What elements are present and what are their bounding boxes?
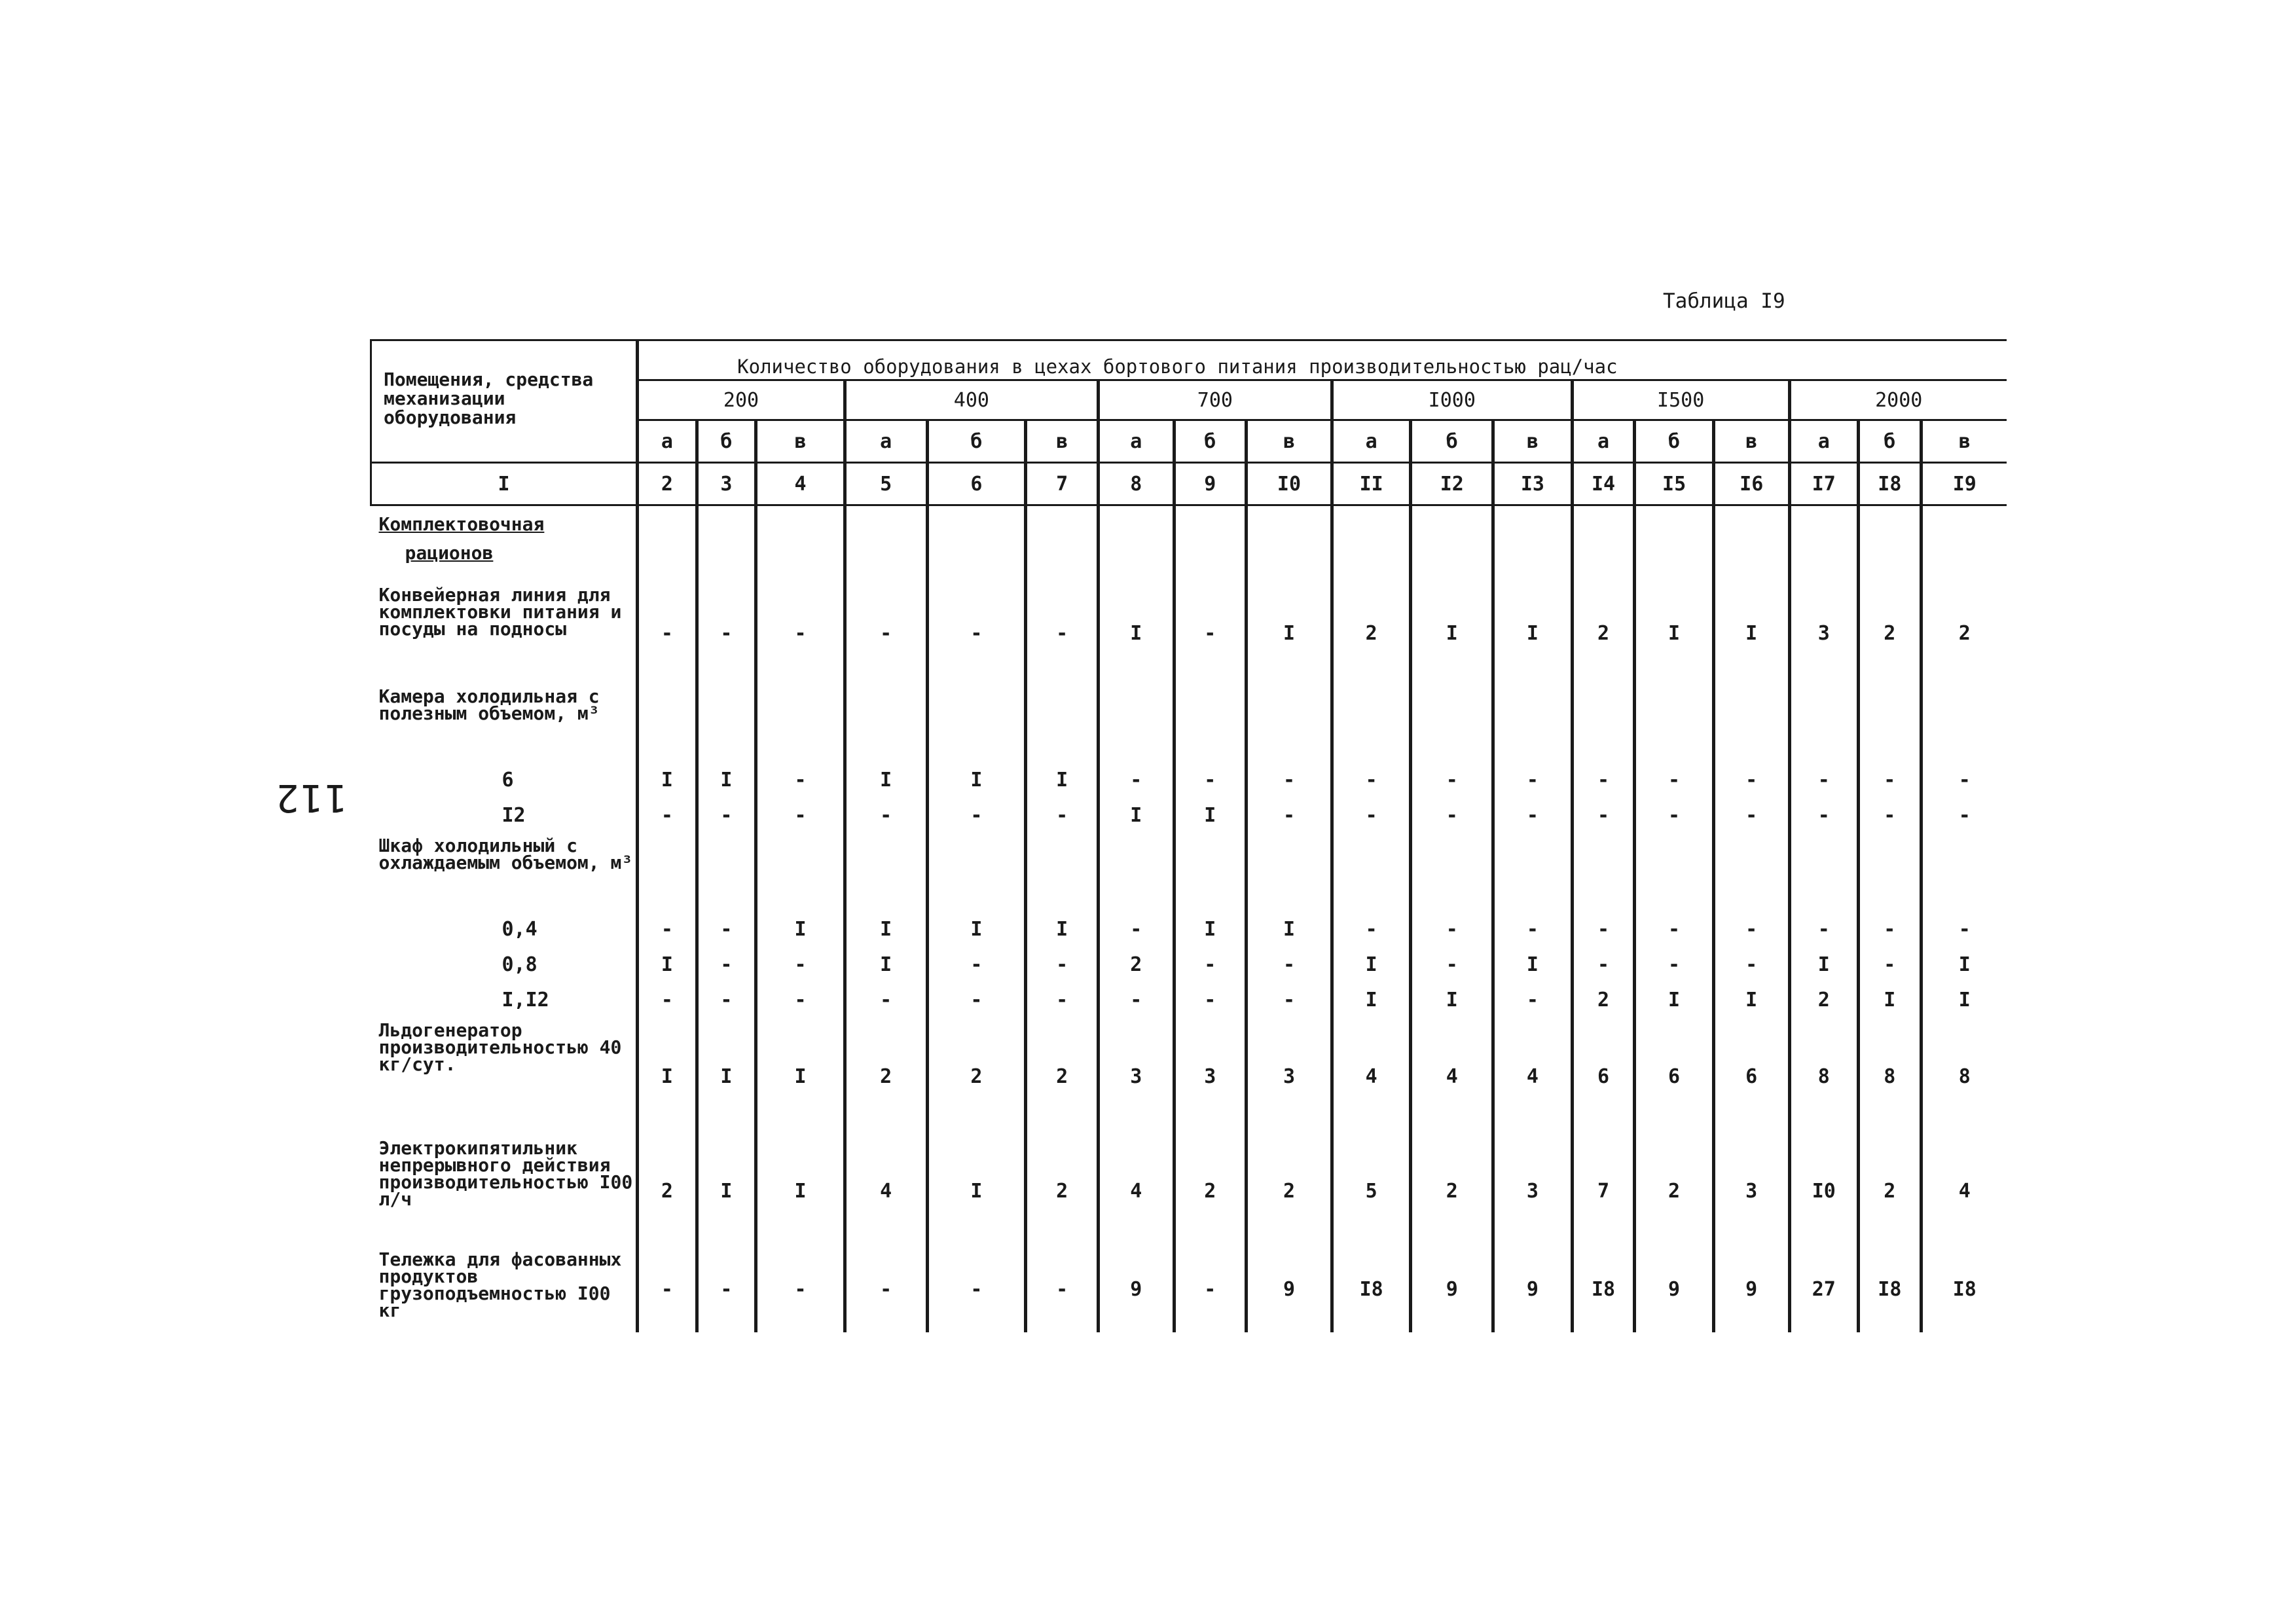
value-cell: I xyxy=(845,947,927,983)
value-cell: - xyxy=(1635,947,1714,983)
table-row-caption xyxy=(371,684,2007,763)
value-cell: - xyxy=(845,583,927,684)
value-cell: I xyxy=(845,763,927,798)
subrow-label: I,I2 xyxy=(501,989,549,1012)
value-cell: - xyxy=(1332,912,1411,947)
variant-header: б xyxy=(1174,420,1247,463)
column-number: 5 xyxy=(845,463,927,505)
column-number: I2 xyxy=(1411,463,1493,505)
capacity-header: I500 xyxy=(1572,380,1789,420)
empty-cell xyxy=(1713,833,1789,912)
value-cell: 9 xyxy=(1411,1247,1493,1332)
variant-header: б xyxy=(927,420,1026,463)
empty-cell xyxy=(1247,505,1332,583)
empty-cell xyxy=(1789,684,1859,763)
value-cell: I xyxy=(1493,583,1573,684)
empty-cell xyxy=(1572,833,1635,912)
value-cell: I xyxy=(756,1018,845,1136)
value-cell: I xyxy=(756,912,845,947)
value-cell: - xyxy=(1026,1247,1099,1332)
value-cell: - xyxy=(1098,912,1174,947)
value-cell: I xyxy=(1174,912,1247,947)
value-cell: 3 xyxy=(1789,583,1859,684)
value-cell: - xyxy=(1493,983,1573,1018)
value-cell: I8 xyxy=(1332,1247,1411,1332)
value-cell: I xyxy=(1332,947,1411,983)
value-cell: - xyxy=(756,1247,845,1332)
group-row xyxy=(371,505,2007,583)
capacity-header: 400 xyxy=(845,380,1098,420)
value-cell: - xyxy=(638,912,697,947)
value-cell: - xyxy=(1859,912,1922,947)
group-heading-line2-wrap xyxy=(379,539,494,568)
variant-header: а xyxy=(638,420,697,463)
value-cell: I xyxy=(845,912,927,947)
value-cell: I xyxy=(697,1018,756,1136)
column-number: 8 xyxy=(1098,463,1174,505)
value-cell: - xyxy=(1411,798,1493,833)
value-cell: - xyxy=(756,583,845,684)
empty-cell xyxy=(1635,684,1714,763)
empty-cell xyxy=(697,833,756,912)
value-cell: I xyxy=(756,1136,845,1247)
value-cell: 2 xyxy=(1572,983,1635,1018)
value-cell: - xyxy=(845,798,927,833)
column-number: I9 xyxy=(1921,463,2007,505)
column-number: I0 xyxy=(1247,463,1332,505)
empty-cell xyxy=(1859,505,1922,583)
variant-header: а xyxy=(1572,420,1635,463)
column-number: I3 xyxy=(1493,463,1573,505)
value-cell: I xyxy=(1174,798,1247,833)
table-row xyxy=(371,1018,2007,1136)
empty-cell xyxy=(697,505,756,583)
empty-cell xyxy=(1635,833,1714,912)
value-cell: - xyxy=(1026,947,1099,983)
equipment-table xyxy=(370,339,2007,1332)
table-subrow xyxy=(371,798,2007,833)
variant-header: в xyxy=(1026,420,1099,463)
table-label: Таблица I9 xyxy=(1663,289,1785,313)
column-number: 6 xyxy=(927,463,1026,505)
value-cell: 3 xyxy=(1247,1018,1332,1136)
page-number: 112 xyxy=(275,776,348,820)
variant-header: б xyxy=(1859,420,1922,463)
value-cell: I xyxy=(1859,983,1922,1018)
row-name: Электрокипятильник непрерывного действия производительностью I00 л/ч xyxy=(378,1137,633,1210)
empty-cell xyxy=(1493,505,1573,583)
value-cell: - xyxy=(697,912,756,947)
capacity-header: 200 xyxy=(638,380,845,420)
empty-cell xyxy=(845,684,927,763)
value-cell: 3 xyxy=(1174,1018,1247,1136)
variant-header: в xyxy=(1493,420,1573,463)
value-cell: - xyxy=(1789,912,1859,947)
value-cell: I xyxy=(1411,583,1493,684)
value-cell: I xyxy=(697,1136,756,1247)
value-cell: - xyxy=(1247,983,1332,1018)
value-cell: 8 xyxy=(1921,1018,2007,1136)
empty-cell xyxy=(845,505,927,583)
table-subrow xyxy=(371,912,2007,947)
value-cell: I xyxy=(1713,983,1789,1018)
empty-cell xyxy=(756,833,845,912)
value-cell: - xyxy=(1713,912,1789,947)
empty-cell xyxy=(1098,505,1174,583)
empty-cell xyxy=(1332,833,1411,912)
value-cell: 2 xyxy=(1572,583,1635,684)
value-cell: 3 xyxy=(1713,1136,1789,1247)
value-cell: - xyxy=(927,583,1026,684)
value-cell: - xyxy=(1247,798,1332,833)
variant-header: б xyxy=(1411,420,1493,463)
empty-cell xyxy=(1174,833,1247,912)
value-cell: 6 xyxy=(1713,1018,1789,1136)
variant-header: а xyxy=(1789,420,1859,463)
value-cell: - xyxy=(1713,947,1789,983)
column-number: 4 xyxy=(756,463,845,505)
value-cell: I xyxy=(1493,947,1573,983)
table-row xyxy=(371,583,2007,684)
value-cell: I xyxy=(1921,983,2007,1018)
value-cell: - xyxy=(1411,763,1493,798)
value-cell: - xyxy=(1859,763,1922,798)
empty-cell xyxy=(1572,684,1635,763)
value-cell: - xyxy=(756,983,845,1018)
value-cell: 2 xyxy=(1859,583,1922,684)
empty-cell xyxy=(845,833,927,912)
column-number: 7 xyxy=(1026,463,1099,505)
value-cell: - xyxy=(845,1247,927,1332)
empty-cell xyxy=(1921,684,2007,763)
value-cell: 3 xyxy=(1493,1136,1573,1247)
empty-cell xyxy=(927,684,1026,763)
variant-header: в xyxy=(756,420,845,463)
column-number: I4 xyxy=(1572,463,1635,505)
value-cell: I xyxy=(638,1018,697,1136)
value-cell: 6 xyxy=(1635,1018,1714,1136)
value-cell: I xyxy=(927,912,1026,947)
value-cell: I8 xyxy=(1921,1247,2007,1332)
empty-cell xyxy=(1713,505,1789,583)
value-cell: I xyxy=(1026,912,1099,947)
value-cell: I xyxy=(638,763,697,798)
value-cell: 3 xyxy=(1098,1018,1174,1136)
value-cell: - xyxy=(1332,798,1411,833)
value-cell: I xyxy=(1332,983,1411,1018)
empty-cell xyxy=(1572,505,1635,583)
value-cell: I8 xyxy=(1859,1247,1922,1332)
value-cell: 2 xyxy=(927,1018,1026,1136)
value-cell: 2 xyxy=(1635,1136,1714,1247)
empty-cell xyxy=(1493,684,1573,763)
value-cell: 5 xyxy=(1332,1136,1411,1247)
value-cell: 2 xyxy=(1026,1136,1099,1247)
empty-cell xyxy=(638,505,697,583)
value-cell: - xyxy=(1635,912,1714,947)
empty-cell xyxy=(638,684,697,763)
value-cell: I xyxy=(1098,798,1174,833)
value-cell: 2 xyxy=(1098,947,1174,983)
group-heading-line1: Комплектовочная xyxy=(378,513,545,535)
value-cell: - xyxy=(697,798,756,833)
value-cell: - xyxy=(927,798,1026,833)
empty-cell xyxy=(1921,833,2007,912)
value-cell: - xyxy=(697,983,756,1018)
value-cell: - xyxy=(1332,763,1411,798)
empty-cell xyxy=(1026,684,1099,763)
value-cell: - xyxy=(1713,798,1789,833)
value-cell: I xyxy=(697,763,756,798)
empty-cell xyxy=(1174,684,1247,763)
value-cell: - xyxy=(1247,763,1332,798)
value-cell: - xyxy=(1174,583,1247,684)
value-cell: - xyxy=(1493,912,1573,947)
value-cell: - xyxy=(638,798,697,833)
empty-cell xyxy=(1635,505,1714,583)
empty-cell xyxy=(1859,833,1922,912)
column-number: 2 xyxy=(638,463,697,505)
column-number: I7 xyxy=(1789,463,1859,505)
value-cell: - xyxy=(1859,798,1922,833)
variant-header: в xyxy=(1247,420,1332,463)
empty-cell xyxy=(1026,505,1099,583)
value-cell: - xyxy=(1247,947,1332,983)
value-cell: - xyxy=(1921,912,2007,947)
value-cell: - xyxy=(1789,798,1859,833)
variant-header: а xyxy=(845,420,927,463)
column-number: I5 xyxy=(1635,463,1714,505)
value-cell: - xyxy=(1098,983,1174,1018)
variant-header: в xyxy=(1713,420,1789,463)
column-number: 9 xyxy=(1174,463,1247,505)
value-cell: 2 xyxy=(1332,583,1411,684)
value-cell: 8 xyxy=(1789,1018,1859,1136)
value-cell: I xyxy=(1411,983,1493,1018)
column-number: 3 xyxy=(697,463,756,505)
capacity-header: 700 xyxy=(1098,380,1332,420)
empty-cell xyxy=(1921,505,2007,583)
empty-cell xyxy=(1859,684,1922,763)
value-cell: 2 xyxy=(845,1018,927,1136)
value-cell: 2 xyxy=(638,1136,697,1247)
variant-header: б xyxy=(1635,420,1714,463)
value-cell: - xyxy=(638,983,697,1018)
variant-header: а xyxy=(1098,420,1174,463)
value-cell: 9 xyxy=(1713,1247,1789,1332)
value-cell: 4 xyxy=(1493,1018,1573,1136)
table-row xyxy=(371,1136,2007,1247)
empty-cell xyxy=(1713,684,1789,763)
value-cell: - xyxy=(756,763,845,798)
table-subrow xyxy=(371,763,2007,798)
empty-cell xyxy=(1174,505,1247,583)
empty-cell xyxy=(1411,833,1493,912)
variant-header: а xyxy=(1332,420,1411,463)
value-cell: 9 xyxy=(1635,1247,1714,1332)
value-cell: - xyxy=(1921,798,2007,833)
value-cell: - xyxy=(1789,763,1859,798)
value-cell: - xyxy=(927,947,1026,983)
value-cell: - xyxy=(927,983,1026,1018)
row-name: Шкаф холодильный с охлаждаемым объемом, м³ xyxy=(378,834,633,873)
empty-cell xyxy=(1493,833,1573,912)
value-cell: I xyxy=(1635,983,1714,1018)
value-cell: - xyxy=(638,1247,697,1332)
value-cell: - xyxy=(756,798,845,833)
value-cell: 4 xyxy=(1332,1018,1411,1136)
value-cell: 9 xyxy=(1098,1247,1174,1332)
value-cell: - xyxy=(1493,763,1573,798)
variant-header: в xyxy=(1921,420,2007,463)
value-cell: - xyxy=(845,983,927,1018)
column-number-row xyxy=(371,463,2007,505)
value-cell: I xyxy=(1789,947,1859,983)
column-number: II xyxy=(1332,463,1411,505)
empty-cell xyxy=(927,505,1026,583)
value-cell: - xyxy=(1635,763,1714,798)
value-cell: - xyxy=(1026,983,1099,1018)
table-subrow xyxy=(371,983,2007,1018)
value-cell: 4 xyxy=(1098,1136,1174,1247)
empty-cell xyxy=(1247,833,1332,912)
empty-cell xyxy=(1411,505,1493,583)
row-name: Конвейерная линия для комплектовки питания и посуды на подносы xyxy=(378,583,622,640)
value-cell: - xyxy=(697,947,756,983)
value-cell: - xyxy=(1411,912,1493,947)
value-cell: - xyxy=(1174,763,1247,798)
value-cell: - xyxy=(697,583,756,684)
value-cell: 9 xyxy=(1493,1247,1573,1332)
empty-cell xyxy=(1332,505,1411,583)
value-cell: - xyxy=(1026,583,1099,684)
value-cell: I xyxy=(927,763,1026,798)
subrow-label: 0,4 xyxy=(501,918,538,941)
empty-cell xyxy=(1026,833,1099,912)
row-title-header: Помещения, средства механизации оборудования xyxy=(371,340,638,463)
value-cell: I0 xyxy=(1789,1136,1859,1247)
value-cell: 27 xyxy=(1789,1247,1859,1332)
empty-cell xyxy=(1789,833,1859,912)
value-cell: - xyxy=(927,1247,1026,1332)
table-row-caption xyxy=(371,833,2007,912)
empty-cell xyxy=(638,833,697,912)
column-number: I6 xyxy=(1713,463,1789,505)
quantity-caption: Количество оборудования в цехах бортового питания производительностью рац/час xyxy=(638,340,2007,380)
table-subrow xyxy=(371,947,2007,983)
value-cell: - xyxy=(1635,798,1714,833)
group-heading-cell xyxy=(371,505,638,583)
value-cell: 2 xyxy=(1411,1136,1493,1247)
group-heading-line2: рационов xyxy=(405,542,494,564)
value-cell: - xyxy=(1572,912,1635,947)
value-cell: I xyxy=(1635,583,1714,684)
value-cell: - xyxy=(1174,947,1247,983)
value-cell: 9 xyxy=(1247,1247,1332,1332)
value-cell: - xyxy=(1098,763,1174,798)
value-cell: I xyxy=(1247,583,1332,684)
capacity-header: I000 xyxy=(1332,380,1572,420)
value-cell: I8 xyxy=(1572,1247,1635,1332)
value-cell: - xyxy=(756,947,845,983)
row-name: Тележка для фасованных продуктов грузоподъемностью I00 кг xyxy=(378,1248,622,1321)
value-cell: I xyxy=(1921,947,2007,983)
value-cell: - xyxy=(1921,763,2007,798)
value-cell: 8 xyxy=(1859,1018,1922,1136)
column-number: I xyxy=(371,463,638,505)
variant-header: б xyxy=(697,420,756,463)
value-cell: - xyxy=(1713,763,1789,798)
value-cell: 4 xyxy=(1921,1136,2007,1247)
value-cell: - xyxy=(1572,798,1635,833)
empty-cell xyxy=(1247,684,1332,763)
empty-cell xyxy=(1098,833,1174,912)
value-cell: I xyxy=(1098,583,1174,684)
subrow-label: I2 xyxy=(501,804,526,827)
value-cell: I xyxy=(1026,763,1099,798)
value-cell: 2 xyxy=(1921,583,2007,684)
empty-cell xyxy=(756,505,845,583)
value-cell: I xyxy=(638,947,697,983)
value-cell: 2 xyxy=(1174,1136,1247,1247)
value-cell: I xyxy=(1247,912,1332,947)
value-cell: - xyxy=(1026,798,1099,833)
empty-cell xyxy=(1332,684,1411,763)
value-cell: 2 xyxy=(1789,983,1859,1018)
value-cell: - xyxy=(1859,947,1922,983)
value-cell: I xyxy=(927,1136,1026,1247)
empty-cell xyxy=(697,684,756,763)
subrow-label: 0,8 xyxy=(501,953,538,976)
value-cell: 2 xyxy=(1247,1136,1332,1247)
value-cell: 2 xyxy=(1026,1018,1099,1136)
subrow-label: 6 xyxy=(501,769,514,792)
row-name: Льдогенератор производительностью 40 кг/сут. xyxy=(378,1019,622,1075)
value-cell: 6 xyxy=(1572,1018,1635,1136)
capacity-header: 2000 xyxy=(1789,380,2007,420)
value-cell: 4 xyxy=(1411,1018,1493,1136)
value-cell: 2 xyxy=(1859,1136,1922,1247)
value-cell: - xyxy=(1493,798,1573,833)
value-cell: 4 xyxy=(845,1136,927,1247)
empty-cell xyxy=(1789,505,1859,583)
empty-cell xyxy=(1411,684,1493,763)
value-cell: - xyxy=(1174,983,1247,1018)
value-cell: - xyxy=(1174,1247,1247,1332)
value-cell: - xyxy=(1411,947,1493,983)
value-cell: 7 xyxy=(1572,1136,1635,1247)
value-cell: - xyxy=(1572,947,1635,983)
table-row xyxy=(371,1247,2007,1332)
column-number: I8 xyxy=(1859,463,1922,505)
row-name: Камера холодильная с полезным объемом, м³ xyxy=(378,685,600,724)
value-cell: - xyxy=(697,1247,756,1332)
empty-cell xyxy=(756,684,845,763)
value-cell: - xyxy=(1572,763,1635,798)
empty-cell xyxy=(1098,684,1174,763)
value-cell: - xyxy=(638,583,697,684)
value-cell: I xyxy=(1713,583,1789,684)
empty-cell xyxy=(927,833,1026,912)
